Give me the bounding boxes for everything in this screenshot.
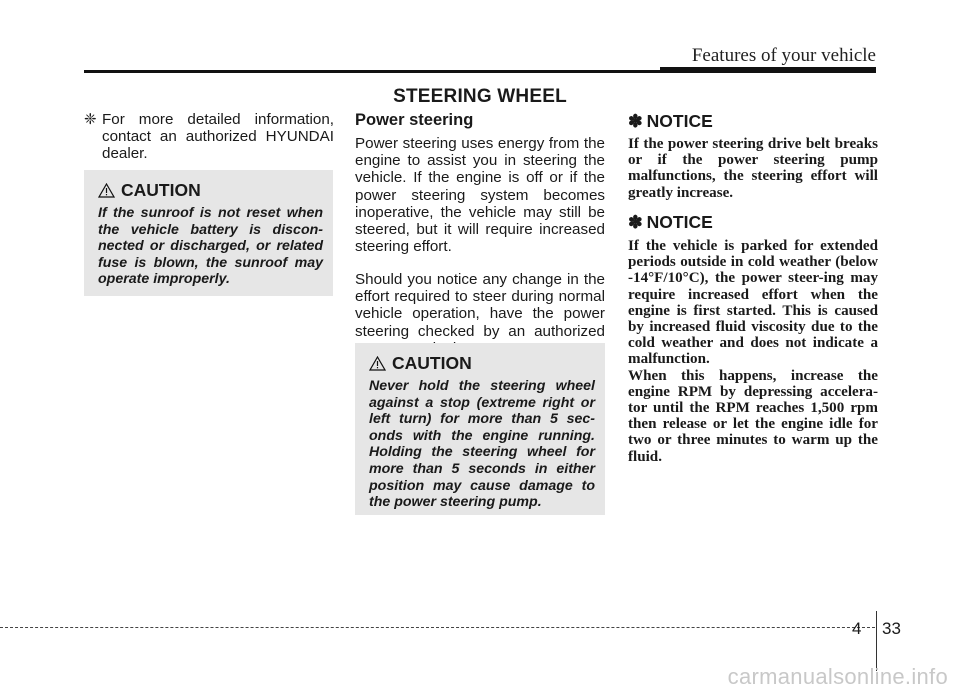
header-title: Features of your vehicle	[691, 45, 876, 66]
watermark-text: carmanualsonline.info	[727, 664, 948, 689]
caution-header	[369, 353, 595, 374]
notice-2-heading	[628, 212, 713, 233]
dealer-note-text: For more detailed information, contact an authorized HYUNDAI dealer.	[102, 111, 334, 163]
caution-text: Never hold the steering wheel against a stop (extreme right or left turn) for more than 5 sec-onds with the engine running. Holding the steering wheel for more than 5 seconds in either position may cause damage to the power steering pump.	[369, 378, 595, 511]
notice-label: NOTICE	[646, 212, 713, 232]
notice-2-paragraph-2: When this happens, increase the engine RPM by depressing accelera-tor until the RPM reaches 1,500 rpm then release or let the engine idle for two or three minutes to warm up the fluid.	[628, 367, 878, 465]
caution-text: If the sunroof is not reset when the vehicle battery is discon-nected or discharged, or related fuse is blown, the sunroof may operate improperly.	[98, 205, 323, 288]
warning-triangle-icon	[369, 356, 386, 371]
header-rule-accent	[660, 67, 876, 73]
note-mark-icon: ❈	[84, 111, 97, 128]
power-steering-heading: Power steering	[355, 111, 474, 129]
caution-label: CAUTION	[392, 353, 472, 373]
notice-1-heading	[628, 111, 713, 132]
notice-2-text	[628, 238, 878, 465]
notice-mark-icon: ✽	[628, 111, 643, 131]
page-number-divider	[876, 611, 877, 671]
footer-dashed-line	[0, 627, 875, 628]
caution-header	[98, 180, 323, 201]
power-steering-paragraph-2: Should you notice any change in the effort required to steer during normal vehicle operation, have the power steering checked by an authorized	[355, 271, 605, 340]
notice-label: NOTICE	[646, 111, 713, 131]
dealer-note	[84, 111, 334, 163]
caution-label: CAUTION	[121, 180, 201, 200]
warning-triangle-icon	[98, 183, 115, 198]
chapter-number: 4	[852, 619, 862, 638]
sunroof-caution-box	[84, 170, 333, 296]
notice-2-paragraph-1: If the vehicle is parked for extended periods outside in cold weather (below -14°F/10°C), the power steer-ing may require increased effort when the engine is first started. This is caused by increased fluid viscosity due to the cold weather and does not indicate a malfunction.	[628, 238, 878, 368]
notice-1-text: If the power steering drive belt breaks or if the power steering pump malfunctions, the steering effort will greatly increase.	[628, 136, 878, 201]
notice-mark-icon: ✽	[628, 212, 643, 232]
page-number: 33	[882, 619, 901, 638]
steering-caution-box	[355, 343, 605, 515]
section-title: STEERING WHEEL	[393, 86, 567, 107]
power-steering-paragraph-1: Power steering uses energy from the engine to assist you in steering the vehicle. If the engine is off or if the power steering system becomes inoperative, the vehicle may still be steered, but it will require increased steering effort.	[355, 135, 605, 256]
